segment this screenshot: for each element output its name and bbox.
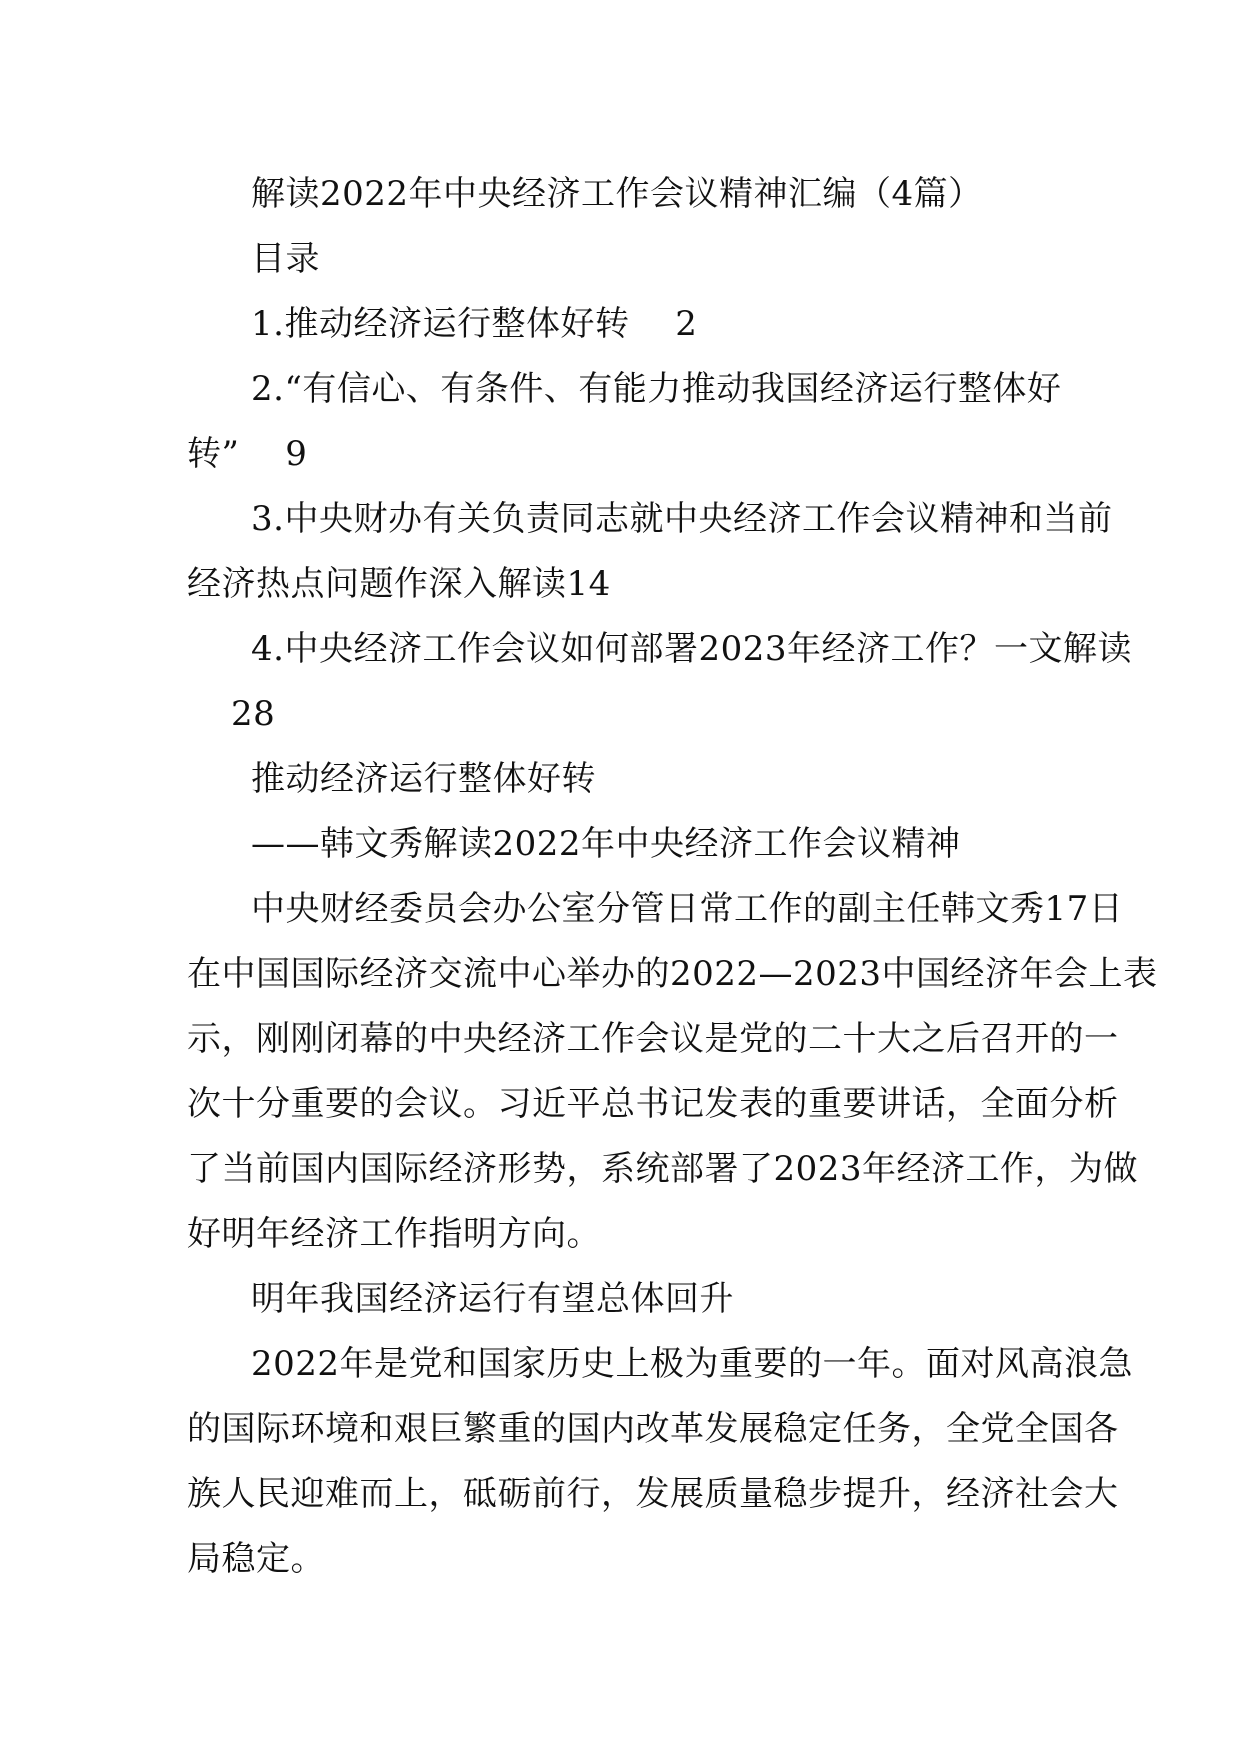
paragraph-1-line-5: 了当前国内国际经济形势，系统部署了2023年经济工作，为做: [187, 1149, 1139, 1189]
section-heading: 明年我国经济运行有望总体回升: [251, 1279, 734, 1319]
article-subtitle: ——韩文秀解读2022年中央经济工作会议精神: [251, 824, 961, 864]
document-title: 解读2022年中央经济工作会议精神汇编（4篇）: [251, 174, 983, 214]
paragraph-2-line-4: 局稳定。: [187, 1539, 325, 1579]
paragraph-1-line-3: 示，刚刚闭幕的中央经济工作会议是党的二十大之后召开的一: [187, 1019, 1119, 1059]
toc-entry-1[interactable]: 1.推动经济运行整体好转 2: [251, 304, 698, 344]
article-title: 推动经济运行整体好转: [251, 759, 596, 799]
toc-entry-2[interactable]: 2.“有信心、有条件、有能力推动我国经济运行整体好: [251, 369, 1062, 409]
paragraph-2-line-1: 2022年是党和国家历史上极为重要的一年。面对风高浪急: [251, 1344, 1134, 1384]
toc-heading: 目录: [251, 239, 320, 279]
paragraph-1-line-2: 在中国国际经济交流中心举办的2022—2023中国经济年会上表: [187, 954, 1158, 994]
paragraph-1-line-4: 次十分重要的会议。习近平总书记发表的重要讲话，全面分析: [187, 1084, 1119, 1124]
toc-entry-3[interactable]: 3.中央财办有关负责同志就中央经济工作会议精神和当前: [251, 499, 1113, 539]
toc-entry-4[interactable]: 4.中央经济工作会议如何部署2023年经济工作？一文解读: [251, 629, 1132, 669]
paragraph-1-line-1: 中央财经委员会办公室分管日常工作的副主任韩文秀17日: [251, 889, 1124, 929]
document-body: [187, 162, 1158, 1592]
toc-entry-2-continued[interactable]: 转” 9: [187, 434, 308, 474]
paragraph-2-line-2: 的国际环境和艰巨繁重的国内改革发展稳定任务，全党全国各: [187, 1409, 1119, 1449]
paragraph-2-line-3: 族人民迎难而上，砥砺前行，发展质量稳步提升，经济社会大: [187, 1474, 1119, 1514]
toc-entry-3-continued[interactable]: 经济热点问题作深入解读14: [187, 564, 611, 604]
toc-entry-4-page-number[interactable]: 28: [231, 694, 276, 734]
paragraph-1-line-6: 好明年经济工作指明方向。: [187, 1214, 601, 1254]
